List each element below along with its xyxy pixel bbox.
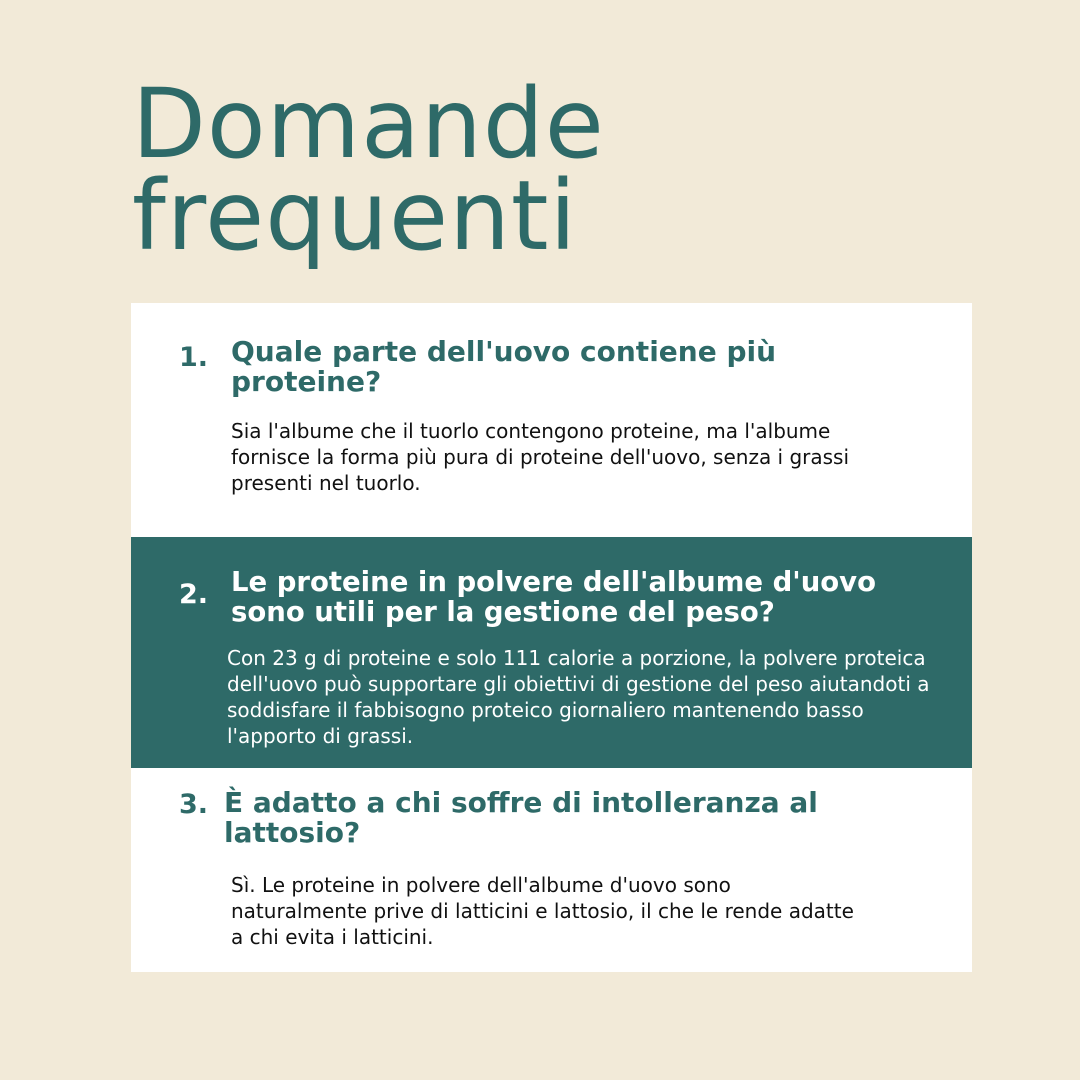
faq-question: Le proteine in polvere dell'albume d'uovo sono utili per la gestione del peso? [231,566,876,628]
faq-number: 1. [179,342,209,373]
faq-answer: Sia l'albume che il tuorlo contengono proteine, ma l'albume fornisce la forma più pura di proteine dell'uovo, senza i grassi presenti nel tuorlo. [231,419,850,495]
faq-number: 3. [179,789,209,820]
faq-answer: Con 23 g di proteine e solo 111 calorie a porzione, la polvere proteica dell'uovo può supportare gli obiettivi di gestione del peso aiutandoti a soddisfare il fabbisogno proteico giornaliero mantenendo basso l'apporto di grassi. [227,646,930,748]
page-title-line-1: Domande [132,68,605,180]
faq-number: 2. [179,579,209,610]
faq-question: È adatto a chi soffre di intolleranza al lattosio? [224,786,818,849]
page-title [132,68,932,272]
faq-item-2 [131,537,972,768]
faq-item-3 [131,768,972,972]
page-title-line-2: frequenti [132,160,578,272]
faq-question: Quale parte dell'uovo contiene più proteine? [231,335,777,398]
faq-answer: Sì. Le proteine in polvere dell'albume d'uovo sono naturalmente prive di latticini e lattosio, il che le rende adatte a chi evita i latticini. [231,873,854,949]
faq-item-1 [131,303,972,537]
